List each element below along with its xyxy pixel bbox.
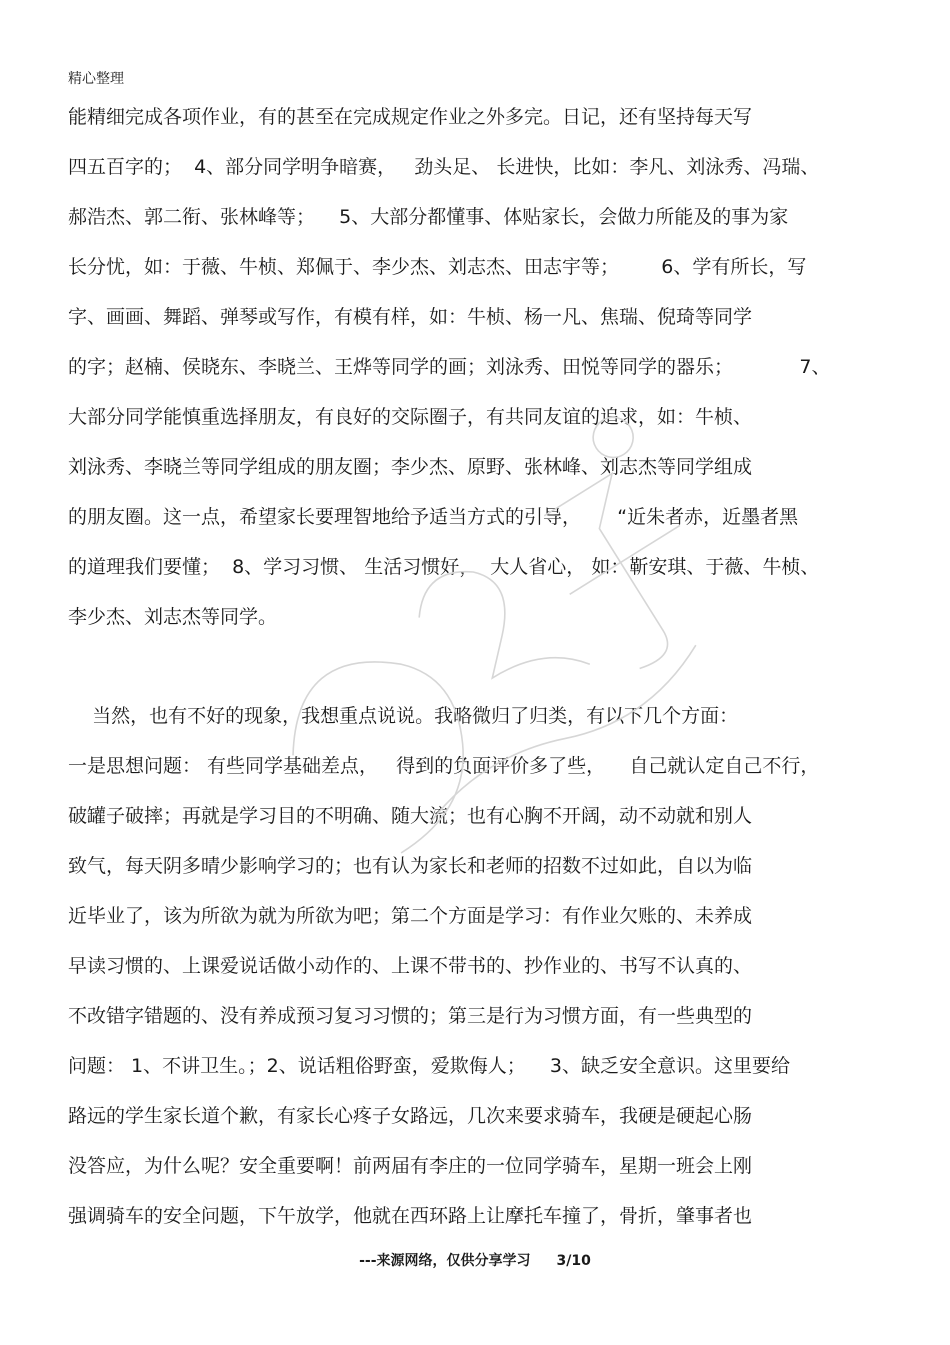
body-line: 当然，也有不好的现象，我想重点说说。我略微归了归类，有以下几个方面：	[68, 705, 739, 727]
body-line: 字、画画、舞蹈、弹琴或写作，有模有样，如：牛桢、杨一凡、焦瑞、倪琦等同学	[68, 306, 753, 328]
body-line: 李少杰、刘志杰等同学。	[68, 606, 278, 628]
body-line: 刘泳秀、李晓兰等同学组成的朋友圈；李少杰、原野、张林峰、刘志杰等同学组成	[68, 456, 753, 478]
body-line: 郝浩杰、郭二衔、张林峰等； 5、大部分都懂事、体贴家长，会做力所能及的事为家	[68, 206, 789, 228]
body-line: 问题： 1、不讲卫生。；2、说话粗俗野蛮，爱欺侮人； 3、缺乏安全意识。这里要给	[68, 1055, 790, 1077]
body-line: 不改错字错题的、没有养成预习复习习惯的；第三是行为习惯方面，有一些典型的	[68, 1005, 753, 1027]
body-line: 大部分同学能慎重选择朋友，有良好的交际圈子，有共同友谊的追求，如：牛桢、	[68, 406, 753, 428]
body-line: 长分忧，如：于薇、牛桢、郑佩于、李少杰、刘志杰、田志宇等； 6、学有所长，写	[68, 256, 807, 278]
watermark-stroke	[266, 626, 505, 874]
body-line: 没答应，为什么呢？安全重要啊！前两届有李庄的一位同学骑车，星期一班会上刚	[68, 1155, 753, 1177]
body-line: 一是思想问题： 有些同学基础差点， 得到的负面评价多了些， 自己就认定自己不行，	[68, 755, 820, 777]
body-line: 的道理我们要懂； 8、学习习惯、 生活习惯好， 大人省心， 如：靳安琪、于薇、牛桢、	[68, 556, 820, 578]
body-line: 强调骑车的安全问题，下午放学，他就在西环路上让摩托车撞了，骨折，肇事者也	[68, 1205, 753, 1227]
page-number: 3/10	[556, 1253, 591, 1269]
body-line: 的字；赵楠、侯晓东、李晓兰、王烨等同学的画；刘泳秀、田悦等同学的器乐； 7、	[68, 356, 831, 378]
body-line: 早读习惯的、上课爱说话做小动作的、上课不带书的、抄作业的、书写不认真的、	[68, 955, 753, 977]
body-line: 的朋友圈。这一点，希望家长要理智地给予适当方式的引导， “近朱者赤，近墨者黑	[68, 506, 799, 528]
page-footer	[0, 1250, 950, 1270]
footer-source: ---来源网络，仅供分享学习	[359, 1253, 531, 1269]
body-line: 四五百字的； 4、部分同学明争暗赛， 劲头足、 长进快，比如：李凡、刘泳秀、冯瑞、	[68, 156, 820, 178]
body-line: 能精细完成各项作业，有的甚至在完成规定作业之外多完。日记，还有坚持每天写	[68, 106, 753, 128]
page-header: 精心整理	[68, 71, 124, 87]
body-line: 近毕业了，该为所欲为就为所欲为吧；第二个方面是学习：有作业欠账的、未养成	[68, 905, 753, 927]
body-line: 路远的学生家长道个歉，有家长心疼子女路远，几次来要求骑车，我硬是硬起心肠	[68, 1105, 753, 1127]
body-line: 致气，每天阴多晴少影响学习的；也有认为家长和老师的招数不过如此，自以为临	[68, 855, 753, 877]
body-line: 破罐子破摔；再就是学习目的不明确、随大流；也有心胸不开阔，动不动就和别人	[68, 805, 753, 827]
